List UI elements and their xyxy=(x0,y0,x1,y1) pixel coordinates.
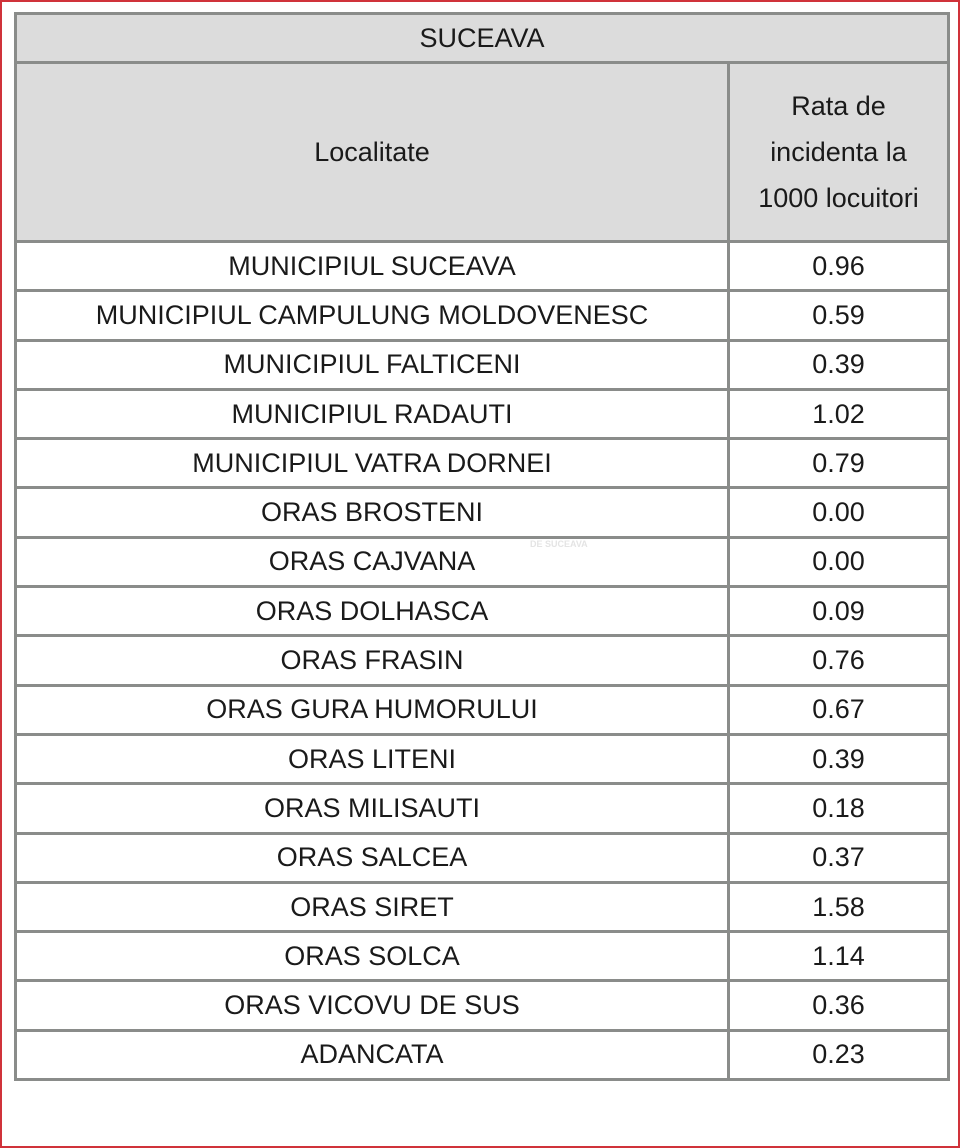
table-row xyxy=(16,1030,949,1079)
locality-cell: ORAS GURA HUMORULUI xyxy=(16,685,729,734)
locality-cell: ORAS DOLHASCA xyxy=(16,587,729,636)
rate-cell: 0.96 xyxy=(729,242,949,291)
rate-cell: 1.58 xyxy=(729,882,949,931)
column-header-rate: Rata de incidenta la 1000 locuitori xyxy=(729,63,949,242)
table-row xyxy=(16,340,949,389)
table-row xyxy=(16,488,949,537)
rate-cell: 0.76 xyxy=(729,636,949,685)
rate-cell: 0.39 xyxy=(729,340,949,389)
rate-cell: 1.14 xyxy=(729,932,949,981)
locality-cell: ORAS BROSTENI xyxy=(16,488,729,537)
table-title: SUCEAVA xyxy=(16,14,949,63)
rate-cell: 0.67 xyxy=(729,685,949,734)
table-row xyxy=(16,685,949,734)
watermark: DE SUCEAVA xyxy=(530,539,588,549)
locality-cell: ORAS SALCEA xyxy=(16,833,729,882)
table-row xyxy=(16,981,949,1030)
rate-cell: 0.23 xyxy=(729,1030,949,1079)
column-header-localitate: Localitate xyxy=(16,63,729,242)
locality-cell: ORAS SOLCA xyxy=(16,932,729,981)
locality-cell: ORAS FRASIN xyxy=(16,636,729,685)
locality-cell: ORAS LITENI xyxy=(16,734,729,783)
locality-cell: MUNICIPIUL CAMPULUNG MOLDOVENESC xyxy=(16,291,729,340)
table-row xyxy=(16,833,949,882)
locality-cell: MUNICIPIUL FALTICENI xyxy=(16,340,729,389)
rate-cell: 0.37 xyxy=(729,833,949,882)
table-row xyxy=(16,439,949,488)
table-row xyxy=(16,784,949,833)
rate-cell: 0.18 xyxy=(729,784,949,833)
rate-cell: 0.39 xyxy=(729,734,949,783)
table-row xyxy=(16,389,949,438)
rate-cell: 0.00 xyxy=(729,537,949,586)
table-row xyxy=(16,882,949,931)
table-row xyxy=(16,291,949,340)
table-body xyxy=(16,242,949,1080)
locality-cell: ORAS VICOVU DE SUS xyxy=(16,981,729,1030)
locality-cell: MUNICIPIUL VATRA DORNEI xyxy=(16,439,729,488)
table-row xyxy=(16,587,949,636)
rate-cell: 0.79 xyxy=(729,439,949,488)
table-row xyxy=(16,932,949,981)
rate-cell: 0.00 xyxy=(729,488,949,537)
rate-cell: 0.36 xyxy=(729,981,949,1030)
table-row xyxy=(16,734,949,783)
rate-cell: 0.09 xyxy=(729,587,949,636)
locality-cell: ORAS SIRET xyxy=(16,882,729,931)
locality-cell: ADANCATA xyxy=(16,1030,729,1079)
locality-cell: MUNICIPIUL RADAUTI xyxy=(16,389,729,438)
rate-cell: 0.59 xyxy=(729,291,949,340)
incidence-table xyxy=(14,12,950,1081)
table-row xyxy=(16,537,949,586)
locality-cell: ORAS MILISAUTI xyxy=(16,784,729,833)
table-row xyxy=(16,636,949,685)
locality-cell: ORAS CAJVANA xyxy=(16,537,729,586)
table-row xyxy=(16,242,949,291)
locality-cell: MUNICIPIUL SUCEAVA xyxy=(16,242,729,291)
rate-cell: 1.02 xyxy=(729,389,949,438)
